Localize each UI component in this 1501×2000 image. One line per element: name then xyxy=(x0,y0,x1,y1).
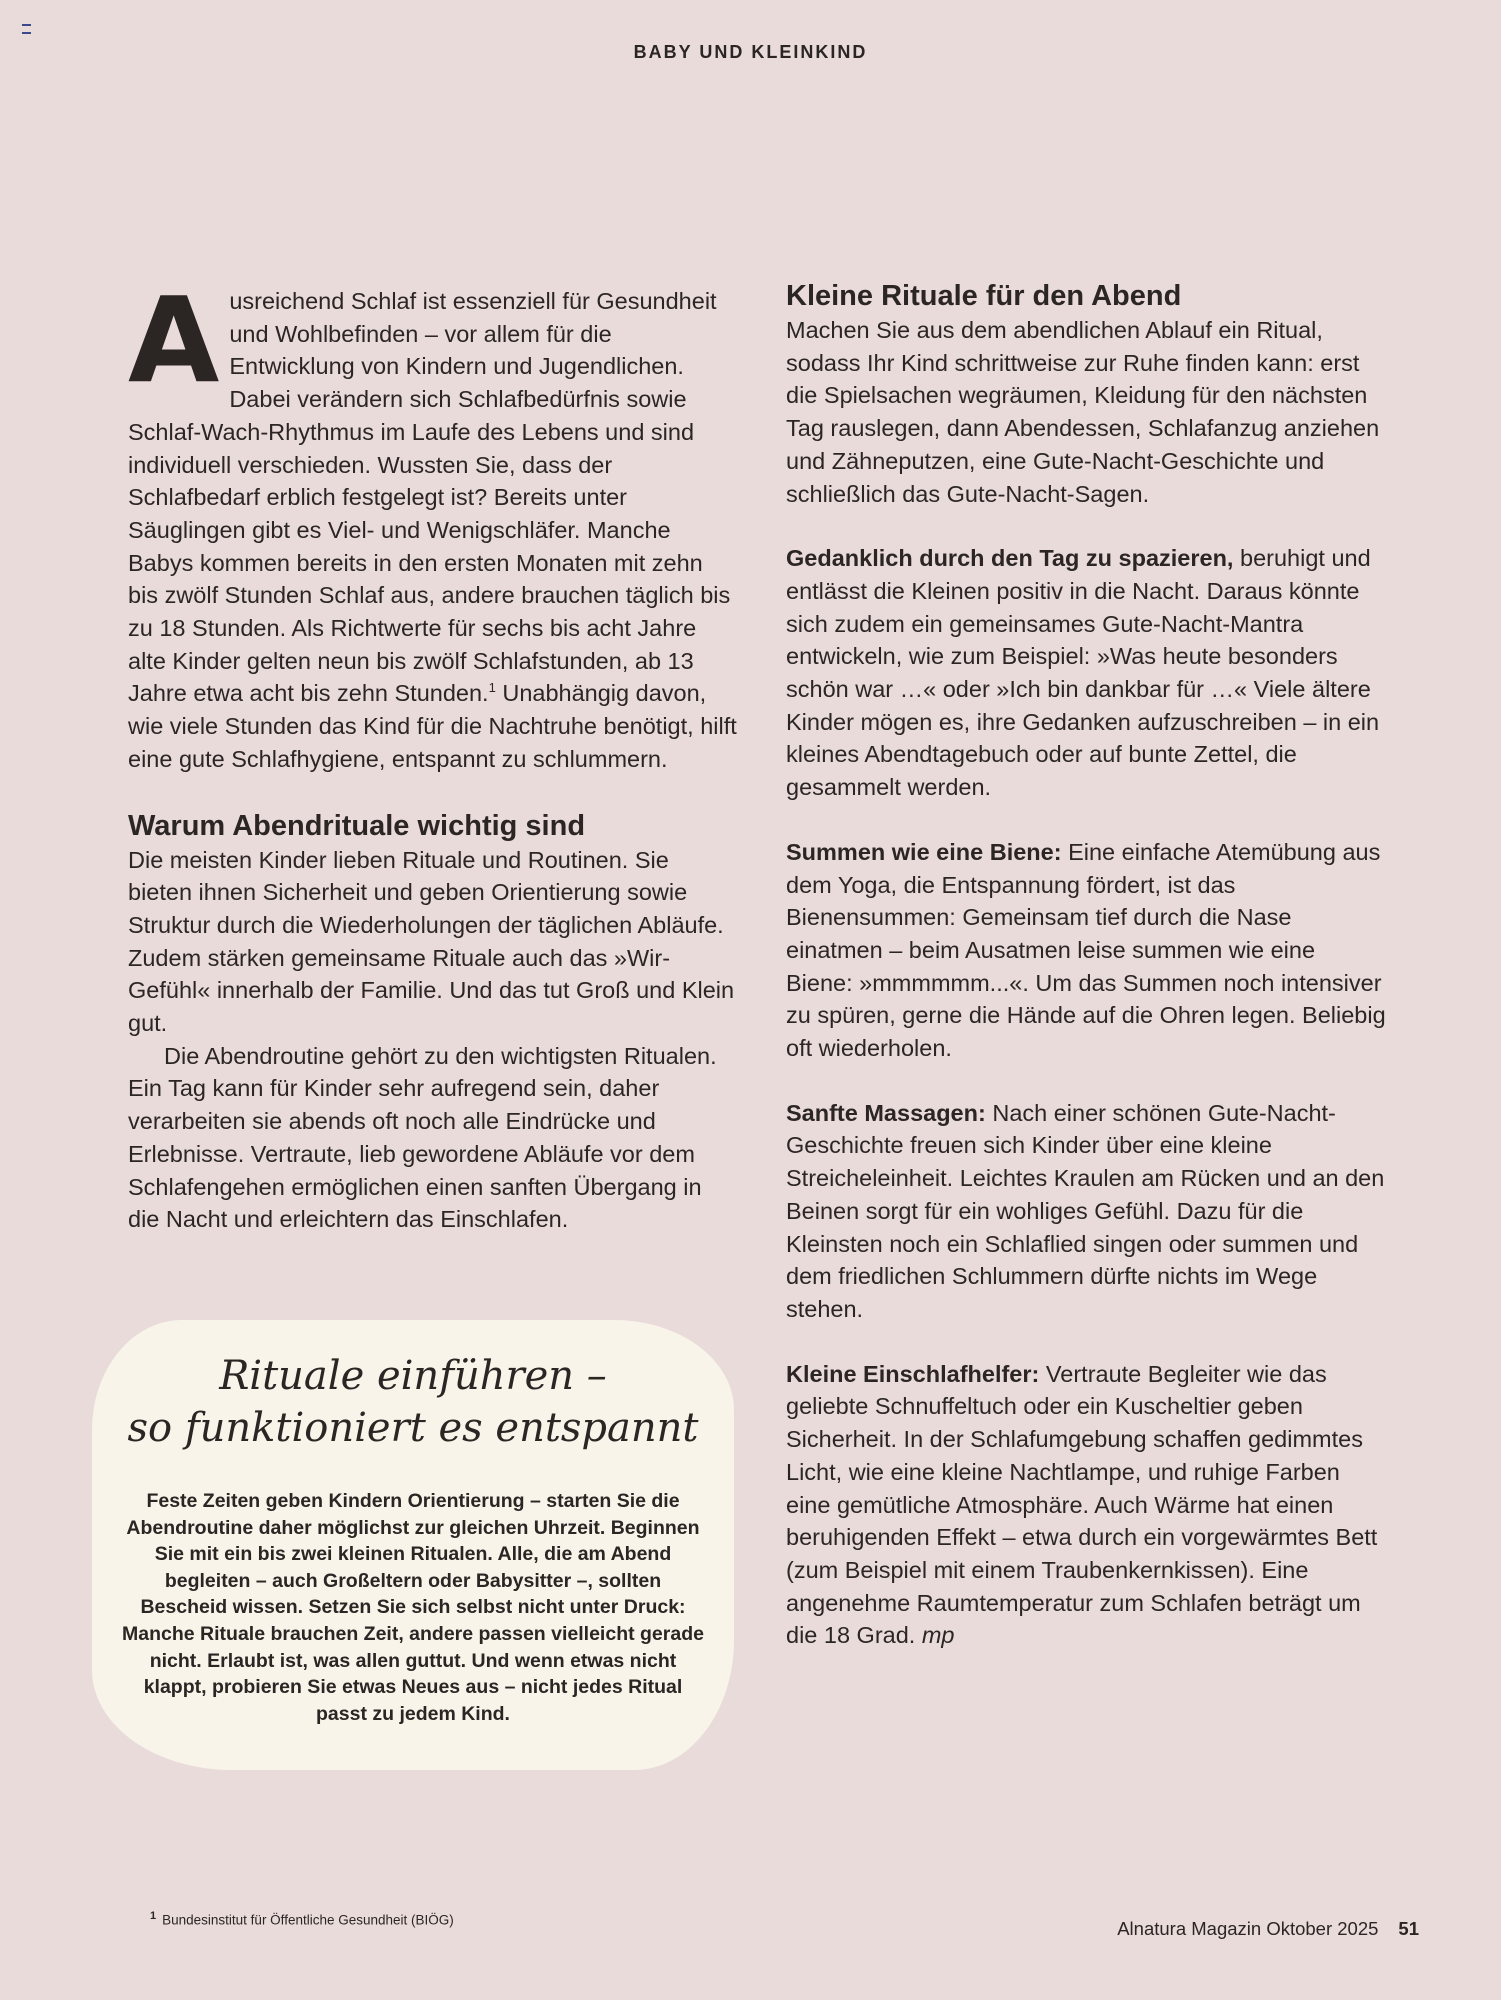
intro-text-b: Unabhängig davon, wie viele Stunden das Kind für die Nachtruhe benötigt, hilft eine gute Schlafhygiene, entspannt zu schlummern. xyxy=(128,680,737,772)
ritual-item-text: beruhigt und entlässt die Kleinen positiv in die Nacht. Daraus könnte sich zudem ein gemeinsames Gute-Nacht-Mantra entwickeln, wie zum Beispiel: »Was heute besonders schön war …« oder »Ich bin dankbar für …« Viele ältere Kinder mögen es, ihre Gedanken aufzuschreiben – in ein kleines Abendtagebuch oder auf bunte Zettel, die gesammelt werden. xyxy=(786,545,1380,801)
footnote-ref: 1 xyxy=(488,680,496,696)
tip-box-body: Feste Zeiten geben Kindern Orientierung – starten Sie die Abendroutine daher möglichst zur gleichen Uhrzeit. Beginnen Sie mit ein bis zwei kleinen Ritualen. Alle, die am Abend begleiten – auch Großeltern oder Babysitter –, sollten Bescheid wissen. Setzen Sie sich selbst nicht unter Druck: Manche Rituale brauchen Zeit, andere passen vielleicht gerade nicht. Erlaubt ist, was allen guttut. Und wenn etwas nicht klappt, probieren Sie etwas Neues aus – nicht jedes Ritual passt zu jedem Kind. xyxy=(122,1490,704,1725)
ritual-item-lead: Gedanklich durch den Tag zu spazieren, xyxy=(786,545,1234,572)
tip-box xyxy=(92,1320,734,1770)
ritual-item xyxy=(786,1097,1386,1326)
magazine-name: Alnatura Magazin Oktober 2025 xyxy=(1117,1918,1379,1939)
right-column xyxy=(786,278,1386,1652)
ritual-item-text: Nach einer schönen Gute-Nacht-Geschichte freuen sich Kinder über eine kleine Streicheleinheit. Leichtes Kraulen am Rücken und an den Beinen sorgt für ein wohliges Gefühl. Dazu für die Kleinsten noch ein Schlaflied singen oder summen und dem friedlichen Schlummern dürfte nichts im Wege stehen. xyxy=(786,1099,1385,1322)
footnote xyxy=(150,1910,454,1928)
footnote-text: Bundesinstitut für Öffentliche Gesundheit (BIÖG) xyxy=(162,1912,454,1928)
rituals-intro: Machen Sie aus dem abendlichen Ablauf ein Ritual, sodass Ihr Kind schrittweise zur Ruhe finden kann: erst die Spielsachen wegräumen, Kleidung für den nächsten Tag rauslegen, dann Abendessen, Schlafanzug anziehen und Zähneputzen, eine Gute-Nacht-Geschichte und schließlich das Gute-Nacht-Sagen. xyxy=(786,317,1380,507)
tip-box-title xyxy=(92,1350,734,1454)
ritual-item-lead: Sanfte Massagen: xyxy=(786,1099,986,1126)
section-paragraph-1: Die meisten Kinder lieben Rituale und Routinen. Sie bieten ihnen Sicherheit und geben Orientierung sowie Struktur durch die Wiederholungen der täglichen Abläufe. Zudem stärken gemeinsame Rituale auch das »Wir-Gefühl« innerhalb der Familie. Und das tut Groß und Klein gut. xyxy=(128,846,735,1037)
section-header: BABY UND KLEINKIND xyxy=(633,42,868,62)
ritual-item xyxy=(786,1358,1386,1652)
ritual-item-text: Vertraute Begleiter wie das geliebte Schnuffeltuch oder ein Kuscheltier geben Sicherheit. In der Schlafumgebung schaffen gedimmtes Licht, wie eine kleine Nachtlampe, und ruhige Farben eine gemütliche Atmosphäre. Auch Wärme hat einen beruhigenden Effekt – etwa durch ein vorgewärmtes Bett (zum Beispiel mit einem Traubenkernkissen). Eine angenehme Raumtemperatur zum Schlafen beträgt um die 18 Grad. xyxy=(786,1360,1378,1649)
intro-paragraph xyxy=(128,271,738,776)
ritual-item-text: Eine einfache Atemübung aus dem Yoga, die Entspannung fördert, ist das Bienensummen: Gemeinsam tief durch die Nase einatmen – beim Ausatmen leise summen wie eine Biene: »mmmmmm...«. Um das Summen noch intensiver zu spüren, gerne die Hände auf die Ohren legen. Beliebig oft wiederholen. xyxy=(786,838,1386,1062)
intro-text-a: usreichend Schlaf ist essenziell für Gesundheit und Wohlbefinden – vor allem für die Entwicklung von Kindern und Jugendlichen. Dabei verändern sich Schlafbedürfnis sowie Schlaf-Wach-Rhythmus im Laufe des Lebens und sind individuell verschieden. Wussten Sie, dass der Schlafbedarf erblich festgelegt ist? Bereits unter Säuglingen gibt es Viel- und Wenigschläfer. Manche Babys kommen bereits in den ersten Monaten mit zehn bis zwölf Stunden Schlaf aus, andere brauchen täglich bis zu 18 Stunden. Als Richtwerte für sechs bis acht Jahre alte Kinder gelten neun bis zwölf Schlafstunden, ab 13 Jahre etwa acht bis zehn Stunden. xyxy=(128,288,731,707)
page-footer xyxy=(1117,1918,1419,1940)
tip-box-title-line1: Rituale einführen – xyxy=(219,1353,607,1399)
footnote-number: 1 xyxy=(150,1910,157,1922)
ritual-item xyxy=(786,542,1386,804)
corner-mark xyxy=(22,24,31,34)
ritual-item xyxy=(786,836,1386,1065)
ritual-item-lead: Summen wie eine Biene: xyxy=(786,838,1062,865)
ritual-item-lead: Kleine Einschlafhelfer: xyxy=(786,1360,1040,1387)
section-heading-kleine-rituale: Kleine Rituale für den Abend xyxy=(786,280,1182,312)
left-column xyxy=(128,271,738,1236)
section-heading-abendrituale: Warum Abendrituale wichtig sind xyxy=(128,809,586,842)
page-number: 51 xyxy=(1398,1918,1419,1939)
drop-cap: A xyxy=(128,271,220,409)
tip-box-title-line2: so funktioniert es entspannt xyxy=(127,1405,699,1451)
section-paragraph-2: Die Abendroutine gehört zu den wichtigsten Ritualen. Ein Tag kann für Kinder sehr aufregend sein, daher verarbeiten sie abends oft noch alle Eindrücke und Erlebnisse. Vertraute, lieb gewordene Abläufe vor dem Schlafengehen ermöglichen einen sanften Übergang in die Nacht und erleichtern das Einschlafen. xyxy=(128,1042,717,1233)
author-signature: mp xyxy=(921,1622,955,1649)
